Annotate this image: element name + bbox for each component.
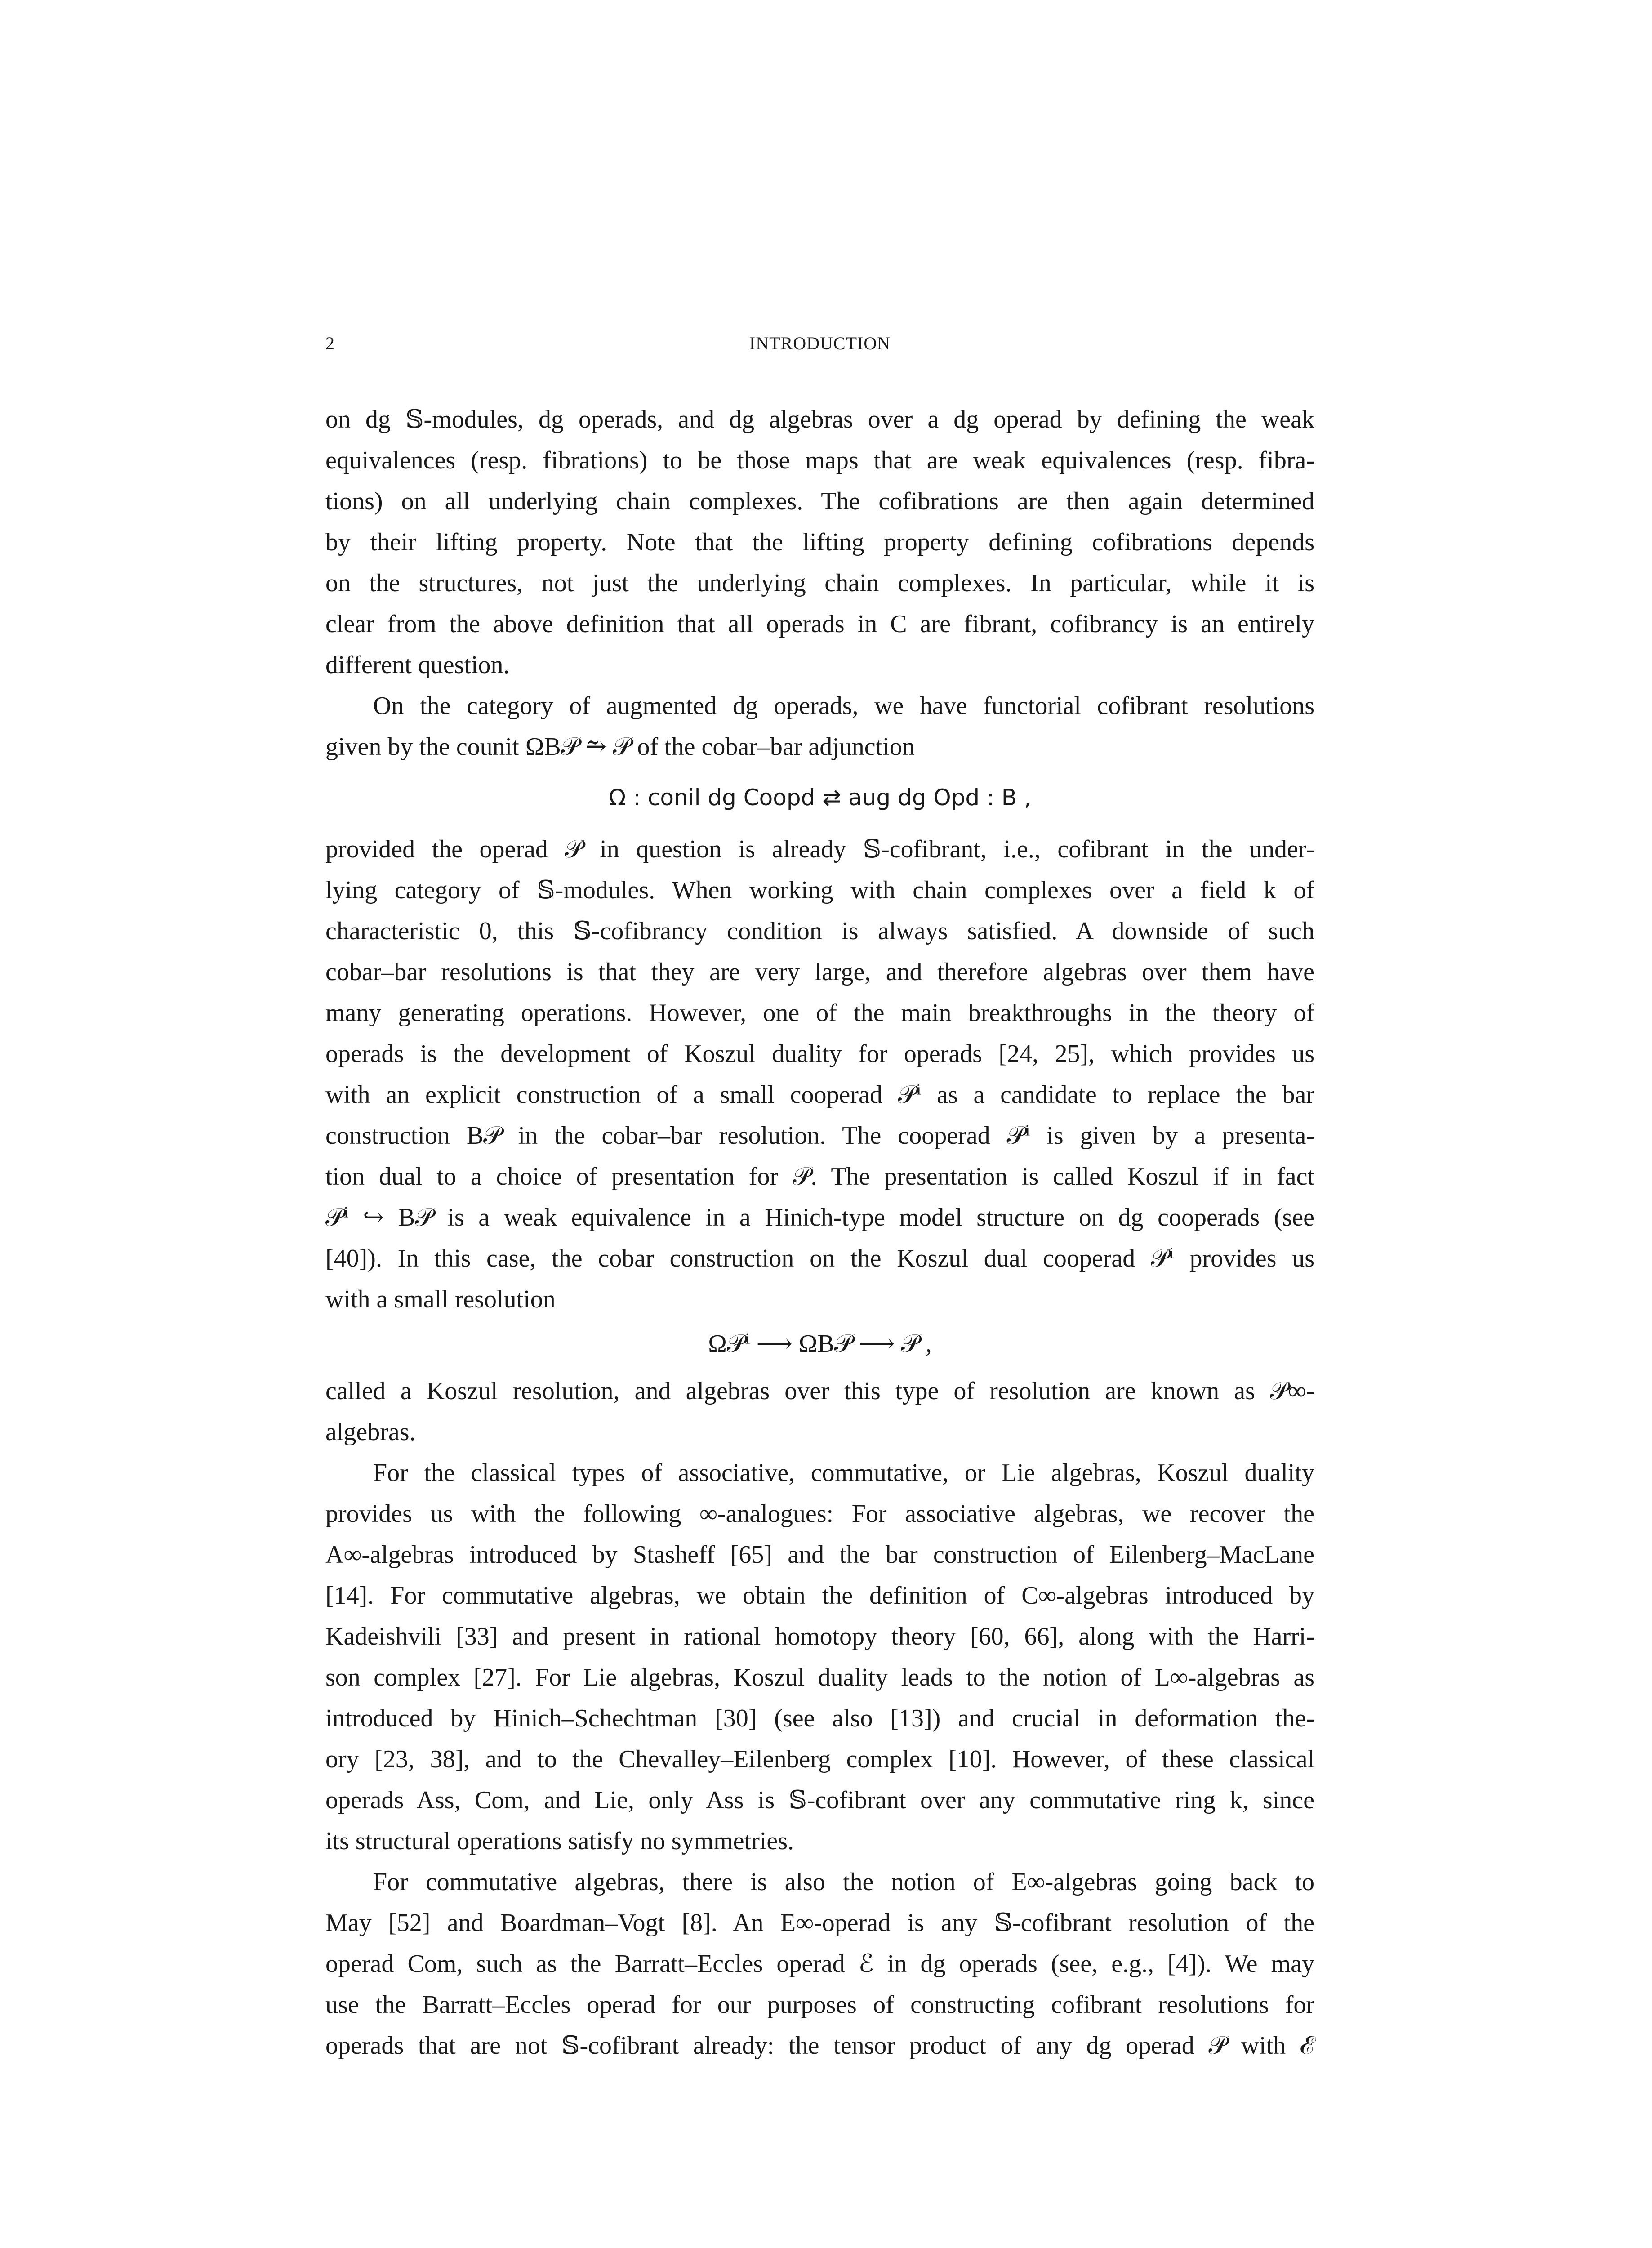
- text-line: operad Com, such as the Barratt–Eccles operad ℰ in dg operads (see, e.g., [4]). We may: [325, 1950, 1314, 1978]
- text-line: use the Barratt–Eccles operad for our purposes of constructing cofibrant resolutions for: [325, 1991, 1314, 2019]
- text-line: algebras.: [325, 1418, 416, 1446]
- text-line: construction B𝒫 in the cobar–bar resolution. The cooperad 𝒫ⁱ is given by a presenta-: [325, 1122, 1314, 1150]
- text-line: tion dual to a choice of presentation for 𝒫. The presentation is called Koszul if in fact: [325, 1163, 1314, 1191]
- text-line: On the category of augmented dg operads, we have functorial cofibrant resolutions: [373, 692, 1314, 720]
- text-line: called a Koszul resolution, and algebras over this type of resolution are known as 𝒫∞-: [325, 1377, 1314, 1405]
- text-line: different question.: [325, 651, 510, 679]
- book-page: [325, 333, 1314, 2066]
- text-line: operads that are not 𝕊-cofibrant already: the tensor product of any dg operad 𝒫 with ℰ: [325, 2032, 1314, 2060]
- text-line: operads Ass, Com, and Lie, only Ass is 𝕊-cofibrant over any commutative ring k, since: [325, 1786, 1314, 1814]
- text-line: its structural operations satisfy no symmetries.: [325, 1827, 794, 1855]
- text-line: A∞-algebras introduced by Stasheff [65] and the bar construction of Eilenberg–MacLane: [325, 1541, 1314, 1569]
- text-line: [14]. For commutative algebras, we obtain the definition of C∞-algebras introduced by: [325, 1582, 1314, 1610]
- running-title: INTRODUCTION: [749, 333, 891, 353]
- text-line: 𝒫ⁱ ↪ B𝒫 is a weak equivalence in a Hinich-type model structure on dg cooperads (see: [325, 1204, 1314, 1231]
- text-line: on the structures, not just the underlying chain complexes. In particular, while it is: [325, 569, 1314, 597]
- text-line: [40]). In this case, the cobar construction on the Koszul dual cooperad 𝒫ⁱ provides us: [325, 1244, 1314, 1272]
- text-line: operads is the development of Koszul duality for operads [24, 25], which provides us: [325, 1040, 1314, 1068]
- text-line: provided the operad 𝒫 in question is already 𝕊-cofibrant, i.e., cofibrant in the under-: [325, 835, 1314, 863]
- text-line: given by the counit ΩB𝒫 ⥲ 𝒫 of the cobar–bar adjunction: [325, 733, 915, 761]
- display-equation-adjunction: Ω : conil dg Coopd ⇄ aug dg Opd : B ,: [609, 785, 1031, 811]
- text-line: with a small resolution: [325, 1285, 556, 1313]
- text-line: many generating operations. However, one of the main breakthroughs in the theory of: [325, 999, 1314, 1027]
- text-line: tions) on all underlying chain complexes. The cofibrations are then again determined: [325, 487, 1314, 515]
- body-text: [325, 399, 1314, 2066]
- text-line: For commutative algebras, there is also the notion of E∞-algebras going back to: [373, 1868, 1314, 1896]
- text-line: on dg 𝕊-modules, dg operads, and dg algebras over a dg operad by defining the weak: [325, 406, 1314, 433]
- text-line: by their lifting property. Note that the lifting property defining cofibrations depends: [325, 528, 1314, 556]
- text-line: equivalences (resp. fibrations) to be those maps that are weak equivalences (resp. fibra-: [325, 446, 1314, 474]
- text-line: May [52] and Boardman–Vogt [8]. An E∞-operad is any 𝕊-cofibrant resolution of the: [325, 1909, 1314, 1937]
- text-line: with an explicit construction of a small cooperad 𝒫ⁱ as a candidate to replace the bar: [325, 1081, 1314, 1109]
- text-line: clear from the above definition that all operads in C are fibrant, cofibrancy is an entirely: [325, 610, 1314, 638]
- text-line: provides us with the following ∞-analogues: For associative algebras, we recover the: [325, 1500, 1314, 1528]
- text-line: characteristic 0, this 𝕊-cofibrancy condition is always satisfied. A downside of such: [325, 917, 1314, 945]
- display-equation-koszul-resolution: Ω𝒫ⁱ ⟶ ΩB𝒫 ⟶ 𝒫 ,: [708, 1330, 932, 1358]
- text-line: cobar–bar resolutions is that they are very large, and therefore algebras over them have: [325, 958, 1314, 986]
- text-line: Kadeishvili [33] and present in rational homotopy theory [60, 66], along with the Harri-: [325, 1623, 1314, 1650]
- page-number: 2: [325, 333, 335, 353]
- text-line: lying category of 𝕊-modules. When working with chain complexes over a field k of: [325, 876, 1314, 904]
- text-line: ory [23, 38], and to the Chevalley–Eilenberg complex [10]. However, of these classical: [325, 1745, 1314, 1773]
- text-line: son complex [27]. For Lie algebras, Koszul duality leads to the notion of L∞-algebras as: [325, 1664, 1314, 1691]
- running-header: [325, 333, 1314, 364]
- text-line: For the classical types of associative, commutative, or Lie algebras, Koszul duality: [373, 1459, 1314, 1487]
- text-line: introduced by Hinich–Schechtman [30] (see also [13]) and crucial in deformation the-: [325, 1704, 1314, 1732]
